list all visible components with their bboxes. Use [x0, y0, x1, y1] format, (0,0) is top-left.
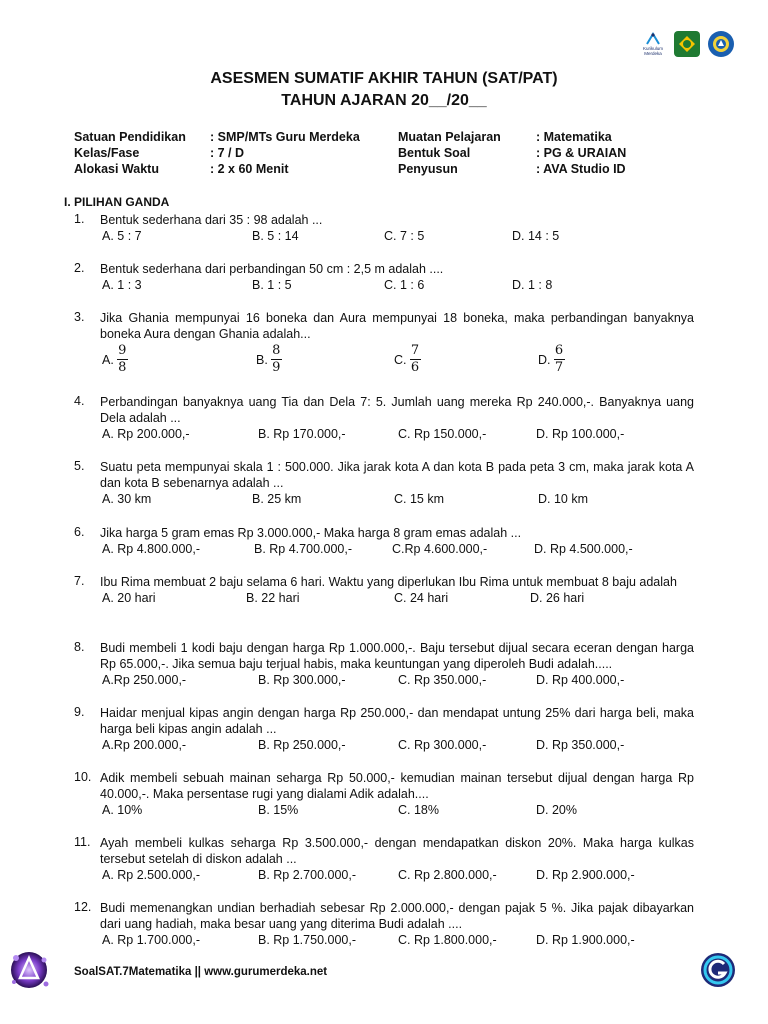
answer-options — [74, 803, 694, 819]
question-text: Ibu Rima membuat 2 baju selama 6 hari. Waktu yang diperlukan Ibu Rima untuk membuat 8 baju adalah — [100, 575, 677, 589]
option-c: C. Rp 2.800.000,- — [398, 868, 497, 882]
info-label: Satuan Pendidikan — [74, 130, 186, 144]
question-3 — [74, 310, 694, 378]
info-label: Alokasi Waktu — [74, 162, 159, 176]
question-text: Jika Ghania mempunyai 16 boneka dan Aura mempunyai 18 boneka, maka perbandingan banyaknya boneka Aura dengan Ghania adalah... — [100, 311, 694, 341]
exam-info-row — [74, 130, 714, 146]
option-a: A. Rp 2.500.000,- — [102, 868, 200, 882]
fraction — [410, 344, 421, 375]
option-d — [538, 344, 565, 375]
info-value: : 7 / D — [210, 146, 245, 160]
exam-info — [74, 130, 714, 178]
question-text: Haidar menjual kipas angin dengan harga Rp 250.000,- dan mendapat untung 25% dari harga beli, maka harga beli kipas angin adalah ... — [100, 706, 694, 736]
option-d: D. Rp 4.500.000,- — [534, 542, 633, 556]
option-d: D. 10 km — [538, 492, 589, 506]
fraction — [554, 344, 565, 375]
option-b: B. Rp 300.000,- — [258, 673, 346, 687]
fraction — [271, 344, 282, 375]
answer-options — [74, 738, 694, 754]
ava-studio-badge-icon — [6, 946, 52, 992]
exam-info-row — [74, 162, 714, 178]
question-7 — [74, 574, 694, 607]
kemenag-logo — [674, 31, 700, 57]
answer-options — [74, 229, 694, 245]
option-d: D. 26 hari — [530, 591, 585, 605]
question-10 — [74, 770, 694, 819]
option-a: A.Rp 250.000,- — [102, 673, 187, 687]
option-c: C. Rp 300.000,- — [398, 738, 487, 752]
info-value: : AVA Studio ID — [536, 162, 626, 176]
numerator: 8 — [272, 343, 281, 358]
option-b: B. Rp 2.700.000,- — [258, 868, 356, 882]
question-6 — [74, 525, 694, 558]
question-text: Bentuk sederhana dari perbandingan 50 cm : 2,5 m adalah .... — [100, 262, 444, 276]
question-number: 3. — [74, 310, 85, 324]
option-a — [102, 344, 128, 375]
option-d: D. Rp 350.000,- — [536, 738, 625, 752]
fraction — [117, 344, 128, 375]
question-2 — [74, 261, 694, 294]
section-title: I. PILIHAN GANDA — [64, 195, 170, 209]
option-c: C. Rp 1.800.000,- — [398, 933, 497, 947]
option-a: A. 5 : 7 — [102, 229, 142, 243]
option-a: A. 10% — [102, 803, 143, 817]
option-c: C.Rp 4.600.000,- — [392, 542, 488, 556]
numerator: 9 — [118, 343, 127, 358]
option-d: D. Rp 2.900.000,- — [536, 868, 635, 882]
info-value: : SMP/MTs Guru Merdeka — [210, 130, 360, 144]
kemendikbud-logo — [708, 31, 734, 57]
answer-options — [74, 492, 694, 508]
info-label: Muatan Pelajaran — [398, 130, 501, 144]
option-c: C. 24 hari — [394, 591, 449, 605]
document-subtitle: TAHUN AJARAN 20__/20__ — [281, 92, 487, 109]
option-letter: B. — [256, 352, 268, 367]
answer-options — [74, 673, 694, 689]
option-d: D. Rp 1.900.000,- — [536, 933, 635, 947]
question-text: Perbandingan banyaknya uang Tia dan Dela 7: 5. Jumlah uang mereka Rp 240.000,-. Banyaknya uang Dela adalah ... — [100, 395, 694, 425]
option-b: B. Rp 1.750.000,- — [258, 933, 356, 947]
question-12 — [74, 900, 694, 949]
kurikulum-merdeka-icon — [645, 32, 661, 46]
question-number: 7. — [74, 574, 85, 588]
option-b: B. 1 : 5 — [252, 278, 292, 292]
kurikulum-merdeka-label: Kurikulum Merdeka — [642, 46, 663, 56]
answer-options — [74, 278, 694, 294]
option-letter: C. — [394, 352, 407, 367]
answer-options — [74, 427, 694, 443]
option-b: B. Rp 170.000,- — [258, 427, 346, 441]
guru-merdeka-badge-icon — [700, 952, 736, 988]
denominator: 6 — [410, 360, 420, 375]
info-value: : 2 x 60 Menit — [210, 162, 289, 176]
option-c: C. Rp 150.000,- — [398, 427, 487, 441]
option-d: D. 14 : 5 — [512, 229, 560, 243]
option-c: C. 1 : 6 — [384, 278, 425, 292]
kurikulum-merdeka-logo — [640, 30, 666, 58]
option-c — [394, 344, 421, 375]
option-d: D. Rp 100.000,- — [536, 427, 625, 441]
option-a: A. Rp 1.700.000,- — [102, 933, 200, 947]
question-9 — [74, 705, 694, 754]
option-a: A.Rp 200.000,- — [102, 738, 187, 752]
denominator: 9 — [272, 360, 281, 375]
question-number: 9. — [74, 705, 85, 719]
question-5 — [74, 459, 694, 508]
question-number: 4. — [74, 394, 85, 408]
exam-info-row — [74, 146, 714, 162]
option-c: C. 15 km — [394, 492, 445, 506]
option-b — [256, 344, 282, 375]
question-4 — [74, 394, 694, 443]
numerator: 6 — [554, 343, 564, 358]
question-number: 6. — [74, 525, 85, 539]
denominator: 8 — [118, 360, 127, 375]
option-b: B. 15% — [258, 803, 299, 817]
header-logos — [640, 30, 734, 58]
question-text: Jika harga 5 gram emas Rp 3.000.000,- Maka harga 8 gram emas adalah ... — [100, 526, 522, 540]
info-value: : PG & URAIAN — [536, 146, 627, 160]
question-text: Ayah membeli kulkas seharga Rp 3.500.000,- dengan mendapatkan diskon 20%. Maka harga kulkas tersebut setelah di diskon adalah ... — [100, 836, 694, 866]
tut-wuri-handayani-icon — [711, 34, 731, 54]
question-number: 8. — [74, 640, 85, 654]
question-text: Suatu peta mempunyai skala 1 : 500.000. Jika jarak kota A dan kota B pada peta 3 cm, maka jarak kota A dan kota B sebenarnya adalah ... — [100, 460, 694, 490]
footer-text: SoalSAT.7Matematika || www.gurumerdeka.net — [74, 966, 328, 978]
option-d: D. 20% — [536, 803, 577, 817]
option-b: B. Rp 250.000,- — [258, 738, 346, 752]
answer-options — [74, 933, 694, 949]
question-text: Adik membeli sebuah mainan seharga Rp 50.000,- kemudian mainan tersebut dijual dengan harga Rp 40.000,-. Maka persentase rugi yang dialami Adik adalah.... — [100, 771, 694, 801]
answer-options — [74, 542, 694, 558]
option-b: B. 5 : 14 — [252, 229, 299, 243]
question-number: 11. — [74, 835, 91, 849]
option-a: A. 20 hari — [102, 591, 156, 605]
option-b: B. 22 hari — [246, 591, 300, 605]
option-b: B. 25 km — [252, 492, 302, 506]
question-number: 12. — [74, 900, 92, 914]
option-letter: A. — [102, 352, 114, 367]
question-number: 2. — [74, 261, 85, 275]
option-letter: D. — [538, 352, 551, 367]
question-11 — [74, 835, 694, 884]
option-a: A. 1 : 3 — [102, 278, 142, 292]
option-a: A. 30 km — [102, 492, 152, 506]
denominator: 7 — [554, 360, 564, 375]
question-8 — [74, 640, 694, 689]
question-text: Bentuk sederhana dari 35 : 98 adalah ... — [100, 213, 323, 227]
question-text: Budi memenangkan undian berhadiah sebesar Rp 2.000.000,- dengan pajak 5 %. Jika pajak dibayarkan dari uang hadiah, maka besar uang yang diterima Budi adalah .... — [100, 901, 694, 931]
option-b: B. Rp 4.700.000,- — [254, 542, 352, 556]
option-d: D. Rp 400.000,- — [536, 673, 625, 687]
option-c: C. 7 : 5 — [384, 229, 425, 243]
question-number: 1. — [74, 212, 85, 226]
question-number: 5. — [74, 459, 85, 473]
document-title: ASESMEN SUMATIF AKHIR TAHUN (SAT/PAT) — [210, 70, 558, 87]
answer-options — [74, 591, 694, 607]
numerator: 7 — [410, 343, 420, 358]
answer-options — [74, 868, 694, 884]
info-value: : Matematika — [536, 130, 612, 144]
question-number: 10. — [74, 770, 92, 784]
kemenag-emblem-icon — [677, 34, 697, 54]
info-label: Bentuk Soal — [398, 146, 471, 160]
question-1 — [74, 212, 694, 245]
option-d: D. 1 : 8 — [512, 278, 553, 292]
option-c: C. 18% — [398, 803, 439, 817]
answer-options — [74, 344, 694, 378]
option-a: A. Rp 200.000,- — [102, 427, 190, 441]
option-a: A. Rp 4.800.000,- — [102, 542, 200, 556]
info-label: Penyusun — [398, 162, 458, 176]
question-text: Budi membeli 1 kodi baju dengan harga Rp 1.000.000,-. Baju tersebut dijual secara eceran dengan harga Rp 65.000,-. Jika semua baju terjual habis, maka keuntungan yang diperoleh Budi adalah..... — [100, 641, 694, 671]
info-label: Kelas/Fase — [74, 146, 140, 160]
option-c: C. Rp 350.000,- — [398, 673, 487, 687]
